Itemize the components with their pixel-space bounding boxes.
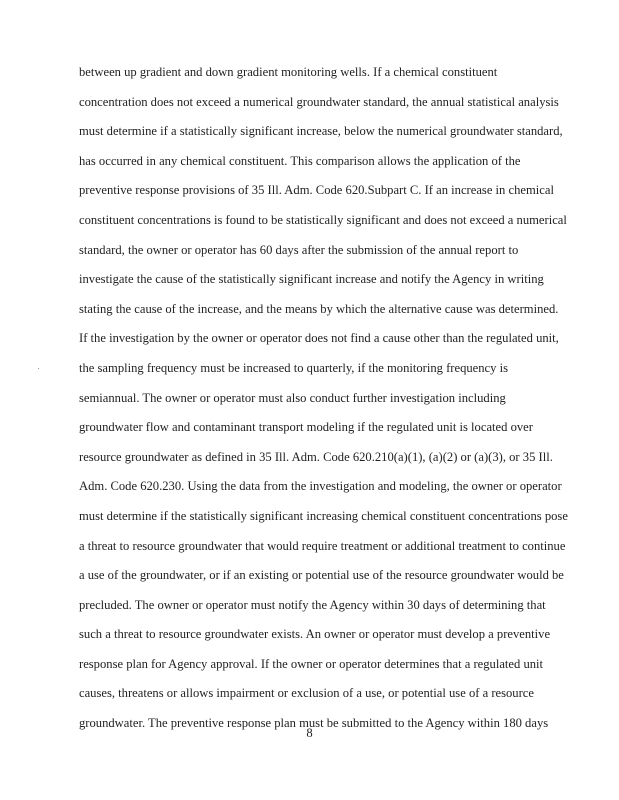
text-line: constituent concentrations is found to be statistically significant and does not exceed a numerical (79, 212, 567, 227)
text-line: precluded. The owner or operator must notify the Agency within 30 days of determining that (79, 597, 546, 612)
text-line: the sampling frequency must be increased to quarterly, if the monitoring frequency is (79, 360, 508, 375)
text-line: a use of the groundwater, or if an existing or potential use of the resource groundwater would be (79, 568, 564, 583)
text-line: stating the cause of the increase, and the means by which the alternative cause was determined. (79, 301, 559, 316)
text-line: a threat to resource groundwater that would require treatment or additional treatment to continue (79, 538, 566, 553)
text-line: concentration does not exceed a numerical groundwater standard, the annual statistical analysis (79, 94, 559, 109)
text-line: If the investigation by the owner or operator does not find a cause other than the regulated unit, (79, 331, 559, 346)
text-line: such a threat to resource groundwater exists. An owner or operator must develop a preventive (79, 627, 551, 642)
text-line: must determine if a statistically significant increase, below the numerical groundwater standard, (79, 124, 563, 139)
text-line: preventive response provisions of 35 Ill. Adm. Code 620.Subpart C. If an increase in chemical (79, 183, 554, 198)
text-line: investigate the cause of the statistically significant increase and notify the Agency in writing (79, 272, 544, 287)
text-line: groundwater. The preventive response plan must be submitted to the Agency within 180 days (79, 716, 549, 731)
text-line: resource groundwater as defined in 35 Ill. Adm. Code 620.210(a)(1), (a)(2) or (a)(3), or 35 Ill. (79, 449, 553, 464)
text-line: response plan for Agency approval. If the owner or operator determines that a regulated unit (79, 656, 544, 671)
text-line: Adm. Code 620.230. Using the data from the investigation and modeling, the owner or operator (79, 479, 562, 494)
body-text (79, 58, 568, 739)
text-line: causes, threatens or allows impairment or exclusion of a use, or potential use of a resource (79, 686, 534, 701)
scan-speck (38, 368, 39, 369)
text-line: must determine if the statistically significant increasing chemical constituent concentrations pose (79, 508, 568, 523)
text-line: standard, the owner or operator has 60 days after the submission of the annual report to (79, 242, 519, 257)
text-line: semiannual. The owner or operator must also conduct further investigation including (79, 390, 506, 405)
text-line: groundwater flow and contaminant transport modeling if the regulated unit is located over (79, 420, 533, 435)
text-line: has occurred in any chemical constituent. This comparison allows the application of the (79, 153, 521, 168)
page-number: 8 (306, 726, 313, 740)
text-line: between up gradient and down gradient monitoring wells. If a chemical constituent (79, 65, 498, 79)
